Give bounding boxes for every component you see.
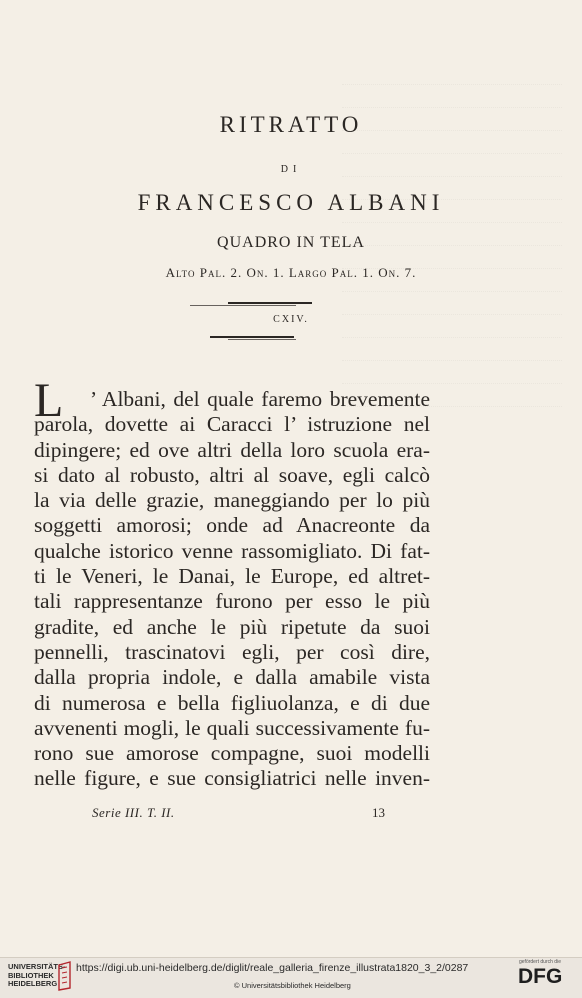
text-line: ti le Veneri, le Danai, le Europe, ed altret-	[34, 564, 430, 589]
text-line: dipingere; ed ove altri della loro scuola era-	[34, 437, 430, 462]
text-line: gradite, ed anche le più ripetute da suoi	[34, 614, 430, 639]
decorative-rule	[228, 302, 312, 304]
funding-label: gefördert durch die	[519, 959, 561, 965]
text-line: soggetti amorosi; onde ad Anacreonte da	[34, 513, 430, 538]
text-line: dalla propria indole, e dalla amabile vista	[34, 665, 430, 690]
logo-line: BIBLIOTHEK	[8, 970, 54, 980]
title-connector: DI	[280, 164, 302, 175]
text-line: parola, dovette ai Caracci l’ istruzione nel	[34, 412, 430, 437]
decorative-rule	[190, 305, 296, 306]
text-line: qualche istorico venne rassomigliato. Di fat-	[34, 538, 430, 563]
decorative-rule	[210, 336, 294, 338]
drop-cap: L	[34, 374, 64, 427]
decorative-rule	[228, 339, 296, 340]
text-line: pennelli, trascinatovi egli, per così dire,	[34, 639, 430, 664]
text-line: si dato al robusto, altri al soave, egli calcò	[34, 462, 430, 487]
page-title: RITRATTO	[219, 112, 363, 137]
library-seal-icon	[56, 961, 76, 991]
text-line: avvenenti mogli, le quali successivamente fu-	[34, 715, 430, 740]
permalink-url[interactable]: https://digi.ub.uni-heidelberg.de/diglit/reale_galleria_firenze_illustrata1820_3_2/0287	[76, 962, 469, 974]
logo-line: HEIDELBERG	[8, 979, 58, 988]
text-line: ’ Albani, del quale faremo brevemente	[90, 387, 430, 411]
text-line: tali rappresentanze furono per esso le più	[34, 589, 430, 614]
dfg-logo: DFG	[518, 965, 563, 988]
copyright-notice: © Universitätsbibliothek Heidelberg	[234, 981, 351, 990]
text-line: nelle figure, e sue consigliatrici nelle inven-	[34, 766, 430, 791]
artist-name: FRANCESCO ALBANI	[137, 190, 445, 215]
body-text	[34, 387, 430, 792]
text-line: rono sue amorose compagne, suoi modelli	[34, 741, 430, 766]
text-line: di numerosa e bella figliuolanza, e di due	[34, 690, 430, 715]
signature-mark: 13	[372, 805, 385, 820]
series-footer: Serie III. T. II.	[92, 805, 175, 820]
medium-line: QUADRO IN TELA	[217, 234, 365, 251]
text-line: la via delle grazie, maneggiando per lo più	[34, 488, 430, 513]
dimensions-line: Alto Pal. 2. On. 1. Largo Pal. 1. On. 7.	[165, 265, 417, 280]
plate-number: CXIV.	[273, 314, 309, 325]
logo-line: UNIVERSITÄTS-	[8, 962, 66, 971]
